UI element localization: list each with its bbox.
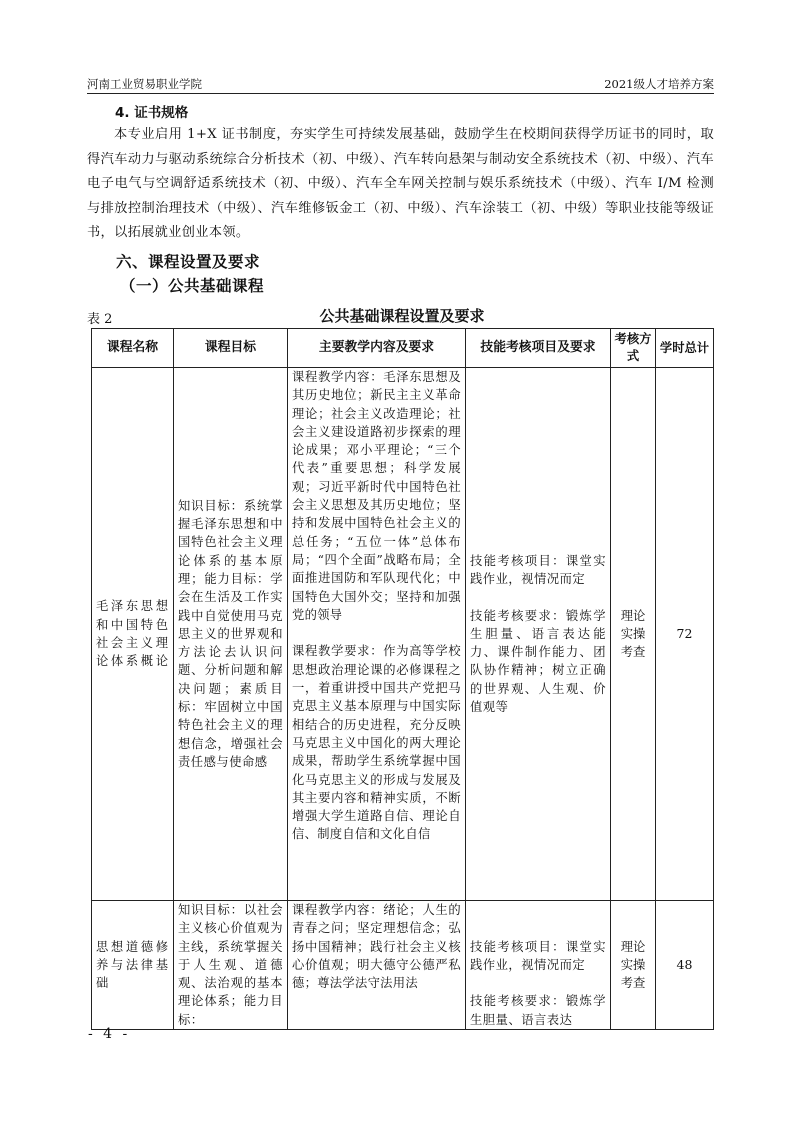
table-row bbox=[92, 368, 714, 901]
header-total-hours: 学时总计 bbox=[656, 329, 714, 368]
assessment-method: 理论实操考查 bbox=[611, 368, 656, 901]
subsection-heading-public-courses: （一）公共基础课程 bbox=[120, 277, 265, 295]
skill-items: 技能考核项目：课堂实践作业，视情况而定 bbox=[470, 553, 606, 586]
content-teaching: 课程教学内容：毛泽东思想及其历史地位；新民主主义革命理论；社会主义改造理论；社会主义建设道路初步探索的理论成果；邓小平理论；“三个代表”重要思想；科学发展观；习近平新时代中国特色社会主义思想及其历史地位；坚持和发展中国特色社会主义的总任务；“五位一体”总体布局；“四个全面”战略布局；全面推进国防和军队现代化；中国特色大国外交；坚持和加强党的领导 bbox=[292, 370, 461, 622]
total-hours: 48 bbox=[656, 901, 714, 1030]
assessment-method: 理论实操考查 bbox=[611, 901, 656, 1030]
header-main-content: 主要教学内容及要求 bbox=[288, 329, 466, 368]
content-teaching: 课程教学内容：绪论；人生的青春之问；坚定理想信念；弘扬中国精神；践行社会主义核心价值观；明大德守公德严私德；尊法学法守法用法 bbox=[292, 903, 461, 991]
skill-requirements: 技能考核要求：锻炼学生胆量、语言表达能力、课件制作能力、团队协作精神；树立正确的世界观、人生观、价值观等 bbox=[470, 608, 606, 715]
header-course-name: 课程名称 bbox=[92, 329, 174, 368]
course-name: 毛泽东思想和中国特色社会主义理论体系概论 bbox=[92, 368, 174, 901]
header-course-goal: 课程目标 bbox=[174, 329, 288, 368]
page-number: - 4 - bbox=[88, 1026, 131, 1042]
table-number: 表 2 bbox=[87, 312, 113, 327]
course-table bbox=[91, 328, 714, 1030]
skill-requirements: 技能考核要求：锻炼学生胆量、语言表达 bbox=[470, 994, 606, 1027]
section-heading-certificates: 4. 证书规格 bbox=[115, 105, 189, 121]
table-title: 公共基础课程设置及要求 bbox=[319, 307, 485, 325]
spacer bbox=[292, 624, 461, 642]
header-assessment-method: 考核方式 bbox=[611, 329, 656, 368]
course-name: 思想道德修养与法律基础 bbox=[92, 901, 174, 1030]
table-header-row bbox=[92, 329, 714, 368]
total-hours: 72 bbox=[656, 368, 714, 901]
header-skill-assessment: 技能考核项目及要求 bbox=[466, 329, 611, 368]
skill-assessment bbox=[466, 368, 611, 901]
course-goal: 知识目标：系统掌握毛泽东思想和中国特色社会主义理论体系的基本原理；能力目标：学会在生活及工作实践中自觉使用马克思主义的世界观和方法论去认识问题、分析问题和解决问题；素质目标：牢固树立中国特色社会主义的理想信念，增强社会责任感与使命感 bbox=[174, 368, 288, 901]
course-content bbox=[288, 901, 466, 1030]
certificate-paragraph: 本专业启用 1+X 证书制度，夯实学生可持续发展基础，鼓励学生在校期间获得学历证书的同时，取得汽车动力与驱动系统综合分析技术（初、中级）、汽车转向悬架与制动安全系统技术（初、中级）、汽车电子电气与空调舒适系统技术（初、中级）、汽车全车网关控制与娱乐系统技术（中级）、汽车 I/M 检测与排放控制治理技术（中级）、汽车维修钣金工（初、中级）、汽车涂装工（初、中级）等职业技能等级证书，以拓展就业创业本领。 bbox=[87, 127, 714, 241]
table-row bbox=[92, 901, 714, 1030]
course-content bbox=[288, 368, 466, 901]
skill-items: 技能考核项目：课堂实践作业，视情况而定 bbox=[470, 939, 606, 972]
spacer bbox=[470, 974, 606, 992]
content-requirements: 课程教学要求：作为高等学校思想政治理论课的必修课程之一，着重讲授中国共产党把马克思主义基本原理与中国实际相结合的历史进程，充分反映马克思主义中国化的两大理论成果，帮助学生系统掌握中国化马克思主义的形成与发展及其主要内容和精神实质，不断增强大学生道路自信、理论自信、制度自信和文化自信 bbox=[292, 644, 461, 842]
spacer bbox=[470, 588, 606, 606]
course-goal: 知识目标：以社会主义核心价值观为主线，系统掌握关于人生观、道德观、法治观的基本理论体系；能力目标： bbox=[174, 901, 288, 1030]
institution-name: 河南工业贸易职业学院 bbox=[87, 77, 202, 91]
document-title: 2021级人才培养方案 bbox=[604, 77, 714, 91]
page-header bbox=[87, 76, 714, 94]
section-heading-courses: 六、课程设置及要求 bbox=[116, 253, 261, 271]
skill-assessment bbox=[466, 901, 611, 1030]
